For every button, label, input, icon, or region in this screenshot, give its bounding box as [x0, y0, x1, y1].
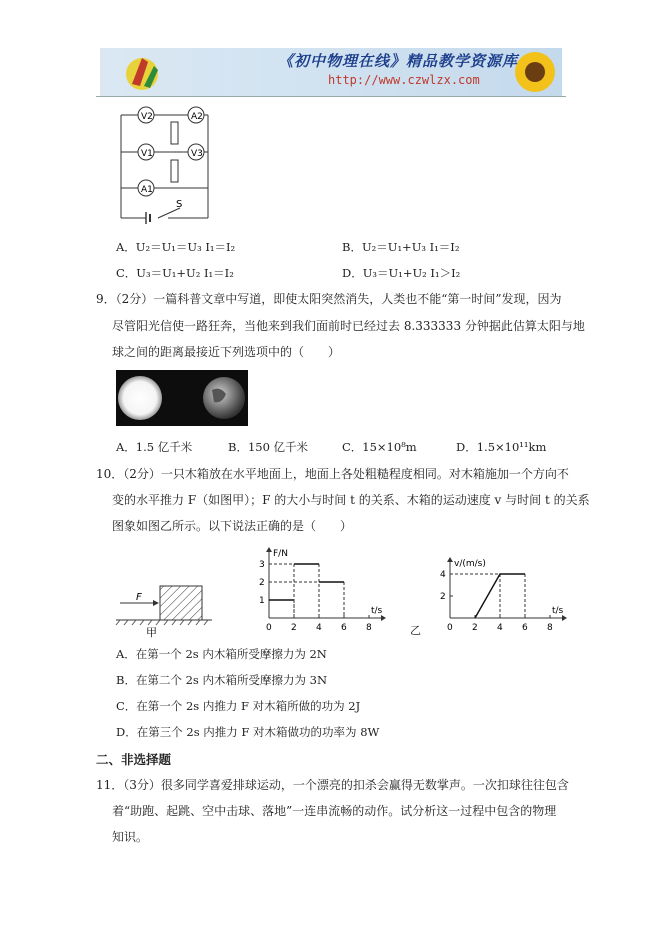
header-divider [96, 96, 566, 97]
ft-xtick-label: 0 [266, 623, 272, 633]
force-time-chart [255, 538, 390, 633]
figure-jia-label: 甲 [146, 626, 157, 638]
meter-v2-label: V2 [141, 112, 153, 122]
q9-line-1: 9．（2分）一篇科普文章中写道，即使太阳突然消失，人类也不能“第一时间”发现，因为 [96, 292, 562, 306]
q10-line-1: 10．（2分）一只木箱放在水平地面上，地面上各处粗糙程度相同。对木箱施加一个方向不 [96, 467, 569, 481]
q9-choice-c: C．15×10⁸m [342, 440, 417, 454]
meter-v3-label: V3 [191, 149, 203, 159]
ft-xtick-label: 6 [341, 623, 347, 633]
force-label: F [136, 592, 142, 603]
box-push-figure [112, 578, 217, 638]
vt-ylabel: v/(m/s) [454, 559, 486, 569]
circuit-diagram [108, 100, 218, 225]
vt-xtick-label: 0 [447, 623, 453, 633]
meter-v1-label: V1 [141, 149, 153, 159]
q10-choice-a: A．在第一个 2s 内木箱所受摩擦力为 2N [116, 647, 327, 661]
q9-choice-a: A．1.5 亿千米 [116, 440, 193, 454]
q11-line-1: 11．（3分）很多同学喜爱排球运动，一个漂亮的扣杀会赢得无数掌声。一次扣球往往包含 [96, 778, 569, 792]
q11-line-3: 知识。 [112, 830, 149, 844]
header-title: 《初中物理在线》精品教学资源库 [278, 52, 519, 70]
q9-line-3: 球之间的距离最接近下列选项中的（ ） [112, 345, 341, 359]
q8-choice-c: C．U₃＝U₁+U₂ I₁＝I₂ [116, 266, 234, 280]
ft-ylabel: F/N [273, 549, 288, 559]
switch-label: S [176, 199, 183, 210]
q10-choice-d: D．在第三个 2s 内推力 F 对木箱做功的功率为 8W [116, 725, 380, 739]
figure-yi-label: 乙 [410, 624, 421, 637]
q8-choice-b: B．U₂＝U₁+U₃ I₁＝I₂ [342, 240, 460, 254]
q10-choice-c: C．在第一个 2s 内推力 F 对木箱所做的功为 2J [116, 699, 361, 713]
header-banner [100, 48, 562, 96]
ft-xtick-label: 8 [366, 623, 372, 633]
vt-xtick-label: 2 [472, 623, 478, 633]
vt-xtick-label: 4 [497, 623, 503, 633]
ft-ytick-label: 1 [259, 596, 265, 606]
logo-icon [122, 52, 162, 92]
vt-xlabel: t/s [552, 606, 564, 616]
q8-choice-a: A．U₂＝U₁＝U₃ I₁＝I₂ [116, 240, 236, 254]
header-url: http://www.czwlzx.com [328, 73, 480, 87]
q11-line-2: 着“助跑、起跳、空中击球、落地”一连串流畅的动作。试分析这一过程中包含的物理 [112, 804, 557, 818]
q10-line-2: 变的水平推力 F（如图甲）；F 的大小与时间 t 的关系、木箱的运动速度 v 与时间 t 的关系 [112, 493, 590, 507]
ft-ytick-label: 3 [259, 560, 265, 570]
vt-ytick-label: 4 [440, 570, 446, 580]
q8-choice-d: D．U₃＝U₁+U₂ I₁＞I₂ [342, 266, 461, 280]
ft-xlabel: t/s [371, 606, 383, 616]
ft-ytick-label: 2 [259, 578, 265, 588]
section-heading: 二、非选择题 [96, 752, 172, 767]
vt-ytick-label: 2 [440, 592, 446, 602]
q10-line-3: 图象如图乙所示。以下说法正确的是（ ） [112, 519, 353, 533]
velocity-time-chart [430, 538, 570, 633]
ft-y-arrow [266, 547, 272, 552]
ft-xtick-label: 4 [316, 623, 322, 633]
meter-a1-label: A1 [141, 185, 153, 195]
meter-a2-label: A2 [191, 112, 203, 122]
q9-choice-d: D．1.5×10¹¹km [456, 440, 547, 454]
ft-xtick-label: 2 [291, 623, 297, 633]
vt-xtick-label: 6 [522, 623, 528, 633]
vt-y-arrow [447, 557, 453, 562]
vt-xtick-label: 8 [547, 623, 553, 633]
sun-earth-image [116, 370, 248, 426]
q9-choice-b: B．150 亿千米 [228, 440, 309, 454]
q9-line-2: 尽管阳光信使一路狂奔，当他来到我们面前时已经过去 8.333333 分钟据此估算太阳与地 [112, 319, 585, 333]
q10-choice-b: B．在第二个 2s 内木箱所受摩擦力为 3N [116, 673, 328, 687]
